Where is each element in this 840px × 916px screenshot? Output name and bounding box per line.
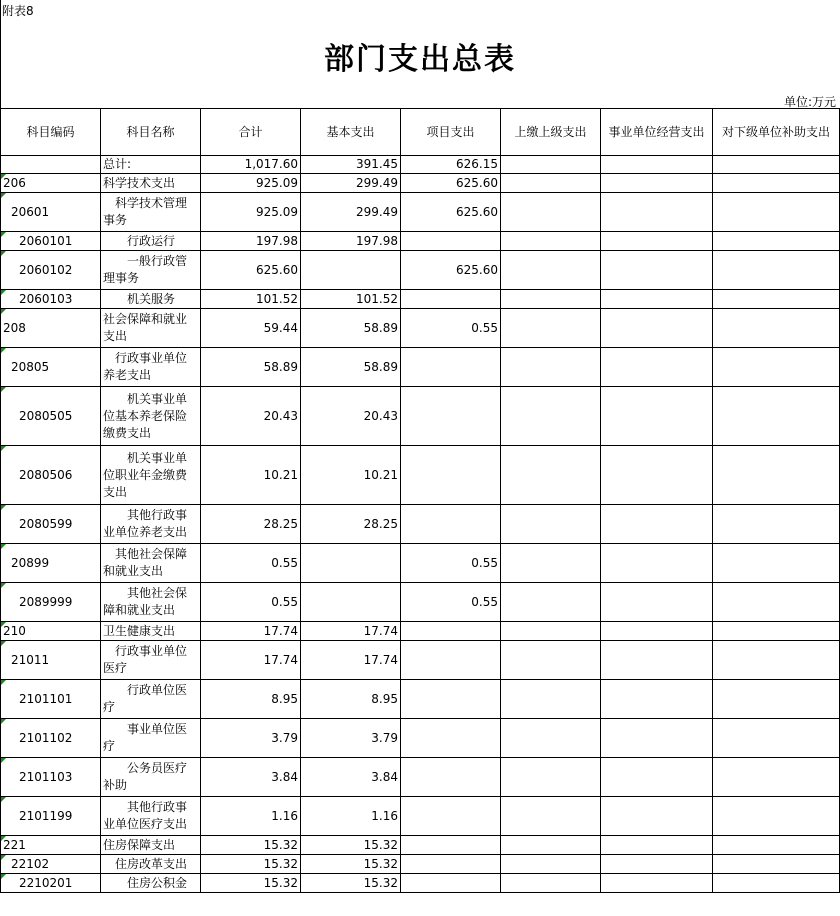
subject-code-cell[interactable] — [1, 719, 101, 758]
project-expense-cell[interactable] — [401, 719, 501, 758]
upper-remit-cell[interactable] — [501, 174, 601, 193]
upper-remit-cell[interactable] — [501, 855, 601, 874]
subject-name-cell[interactable]: 社会保障和就业支出 — [101, 309, 201, 348]
total-cell[interactable]: 28.25 — [201, 505, 301, 544]
subject-code-cell[interactable] — [1, 348, 101, 387]
header-cell: 科目名称 — [101, 109, 201, 156]
subject-name-cell[interactable]: 机关服务 — [101, 290, 201, 309]
total-cell[interactable]: 0.55 — [201, 544, 301, 583]
cell-marker-icon — [1, 193, 6, 198]
basic-expense-cell[interactable] — [301, 544, 401, 583]
subsidy-cell[interactable] — [713, 544, 840, 583]
upper-remit-cell[interactable] — [501, 251, 601, 290]
subject-code-cell[interactable] — [1, 874, 101, 893]
cell-marker-icon — [1, 836, 6, 841]
project-expense-cell[interactable] — [401, 505, 501, 544]
project-expense-cell[interactable] — [401, 290, 501, 309]
subject-name-cell[interactable]: 一般行政管理事务 — [101, 251, 201, 290]
expenditure-table — [0, 108, 840, 893]
subject-code: 22102 — [11, 856, 50, 871]
business-operation-cell[interactable] — [601, 719, 713, 758]
total-cell[interactable]: 15.32 — [201, 874, 301, 893]
project-expense-cell[interactable] — [401, 387, 501, 446]
project-expense-cell[interactable] — [401, 622, 501, 641]
subsidy-cell[interactable] — [713, 156, 840, 174]
project-expense-cell[interactable] — [401, 446, 501, 505]
cell-marker-icon — [1, 758, 6, 763]
upper-remit-cell[interactable] — [501, 622, 601, 641]
upper-remit-cell[interactable] — [501, 290, 601, 309]
basic-expense-cell[interactable] — [301, 583, 401, 622]
project-expense-cell[interactable]: 626.15 — [401, 156, 501, 174]
subject-code: 2080505 — [19, 408, 73, 423]
subject-code-cell[interactable] — [1, 797, 101, 836]
project-expense-cell[interactable]: 625.60 — [401, 193, 501, 232]
table-row — [1, 583, 840, 622]
subject-code: 2101102 — [19, 730, 73, 745]
upper-remit-cell[interactable] — [501, 156, 601, 174]
total-cell[interactable]: 59.44 — [201, 309, 301, 348]
cell-marker-icon — [1, 505, 6, 510]
total-cell[interactable]: 101.52 — [201, 290, 301, 309]
subject-name-cell[interactable]: 机关事业单位基本养老保险缴费支出 — [101, 387, 201, 446]
upper-remit-cell[interactable] — [501, 446, 601, 505]
subject-name-cell[interactable]: 其他社会保障和就业支出 — [101, 583, 201, 622]
basic-expense-cell[interactable]: 197.98 — [301, 232, 401, 251]
cell-marker-icon — [1, 855, 6, 860]
subject-code: 2101199 — [19, 808, 73, 823]
subsidy-cell[interactable] — [713, 855, 840, 874]
subject-name-cell[interactable]: 行政单位医疗 — [101, 680, 201, 719]
cell-marker-icon — [1, 680, 6, 685]
subject-name-cell[interactable]: 行政事业单位医疗 — [101, 641, 201, 680]
project-expense-cell[interactable] — [401, 797, 501, 836]
table-row — [1, 758, 840, 797]
upper-remit-cell[interactable] — [501, 583, 601, 622]
subject-name-cell[interactable]: 其他行政事业单位医疗支出 — [101, 797, 201, 836]
cell-marker-icon — [1, 583, 6, 588]
table-row — [1, 855, 840, 874]
basic-expense-cell[interactable]: 15.32 — [301, 855, 401, 874]
header-cell: 项目支出 — [401, 109, 501, 156]
subject-name-cell[interactable]: 其他社会保障和就业支出 — [101, 544, 201, 583]
business-operation-cell[interactable] — [601, 680, 713, 719]
subsidy-cell[interactable] — [713, 290, 840, 309]
subject-name-cell[interactable]: 住房公积金 — [101, 874, 201, 893]
subject-name-cell[interactable]: 机关事业单位职业年金缴费支出 — [101, 446, 201, 505]
subsidy-cell[interactable] — [713, 232, 840, 251]
total-cell[interactable]: 8.95 — [201, 680, 301, 719]
business-operation-cell[interactable] — [601, 758, 713, 797]
subject-code-cell[interactable] — [1, 251, 101, 290]
subject-code-cell[interactable] — [1, 505, 101, 544]
subject-name-cell[interactable]: 其他行政事业单位养老支出 — [101, 505, 201, 544]
upper-remit-cell[interactable] — [501, 387, 601, 446]
subsidy-cell[interactable] — [713, 758, 840, 797]
project-expense-cell[interactable] — [401, 680, 501, 719]
upper-remit-cell[interactable] — [501, 232, 601, 251]
subject-code: 20601 — [11, 204, 50, 219]
subject-code-cell[interactable] — [1, 387, 101, 446]
basic-expense-cell[interactable]: 10.21 — [301, 446, 401, 505]
cell-marker-icon — [1, 309, 6, 314]
project-expense-cell[interactable] — [401, 836, 501, 855]
business-operation-cell[interactable] — [601, 232, 713, 251]
table-row — [1, 348, 840, 387]
subject-code: 2080599 — [19, 516, 73, 531]
upper-remit-cell[interactable] — [501, 544, 601, 583]
subject-code: 2060103 — [19, 291, 73, 306]
subsidy-cell[interactable] — [713, 797, 840, 836]
basic-expense-cell[interactable]: 15.32 — [301, 836, 401, 855]
total-cell[interactable]: 58.89 — [201, 348, 301, 387]
subject-name-cell[interactable]: 住房改革支出 — [101, 855, 201, 874]
header-cell: 对下级单位补助支出 — [713, 109, 840, 156]
unit-label: 单位:万元 — [783, 95, 836, 109]
table-row — [1, 874, 840, 893]
subject-name-cell[interactable]: 公务员医疗补助 — [101, 758, 201, 797]
cell-marker-icon — [1, 544, 6, 549]
cell-marker-icon — [1, 174, 6, 179]
table-row — [1, 836, 840, 855]
business-operation-cell[interactable] — [601, 641, 713, 680]
table-row — [1, 622, 840, 641]
subject-name-cell[interactable]: 行政运行 — [101, 232, 201, 251]
subject-code-cell[interactable] — [1, 583, 101, 622]
basic-expense-cell[interactable]: 299.49 — [301, 174, 401, 193]
basic-expense-cell[interactable]: 299.49 — [301, 193, 401, 232]
upper-remit-cell[interactable] — [501, 874, 601, 893]
business-operation-cell[interactable] — [601, 446, 713, 505]
subject-code: 2060101 — [19, 233, 73, 248]
page-title: 部门支出总表 — [324, 42, 516, 77]
subsidy-cell[interactable] — [713, 387, 840, 446]
business-operation-cell[interactable] — [601, 622, 713, 641]
subject-code: 210 — [3, 623, 26, 638]
cell-marker-icon — [1, 348, 6, 353]
subject-code-cell[interactable] — [1, 622, 101, 641]
table-row — [1, 544, 840, 583]
project-expense-cell[interactable] — [401, 855, 501, 874]
upper-remit-cell[interactable] — [501, 680, 601, 719]
cell-marker-icon — [1, 251, 6, 256]
basic-expense-cell[interactable] — [301, 251, 401, 290]
cell-marker-icon — [1, 641, 6, 646]
cell-marker-icon — [1, 797, 6, 802]
business-operation-cell[interactable] — [601, 348, 713, 387]
subject-code: 20899 — [11, 555, 50, 570]
subsidy-cell[interactable] — [713, 622, 840, 641]
project-expense-cell[interactable] — [401, 232, 501, 251]
table-row — [1, 193, 840, 232]
subject-name-cell[interactable]: 科学技术支出 — [101, 174, 201, 193]
subject-code-cell[interactable] — [1, 193, 101, 232]
subject-code: 2060102 — [19, 262, 73, 277]
business-operation-cell[interactable] — [601, 174, 713, 193]
upper-remit-cell[interactable] — [501, 719, 601, 758]
subject-code-cell[interactable] — [1, 544, 101, 583]
upper-remit-cell[interactable] — [501, 641, 601, 680]
subsidy-cell[interactable] — [713, 193, 840, 232]
subject-code: 2210201 — [19, 875, 73, 890]
business-operation-cell[interactable] — [601, 387, 713, 446]
cell-marker-icon — [1, 232, 6, 237]
table-row — [1, 680, 840, 719]
total-cell[interactable]: 20.43 — [201, 387, 301, 446]
total-cell[interactable]: 15.32 — [201, 855, 301, 874]
business-operation-cell[interactable] — [601, 290, 713, 309]
business-operation-cell[interactable] — [601, 156, 713, 174]
total-cell[interactable]: 3.79 — [201, 719, 301, 758]
business-operation-cell[interactable] — [601, 797, 713, 836]
subject-code-cell[interactable] — [1, 290, 101, 309]
subject-name-cell[interactable]: 总计: — [101, 156, 201, 174]
total-cell[interactable]: 0.55 — [201, 583, 301, 622]
table-body — [1, 156, 840, 893]
business-operation-cell[interactable] — [601, 251, 713, 290]
table-row — [1, 174, 840, 193]
subject-code: 21011 — [11, 652, 50, 667]
subsidy-cell[interactable] — [713, 874, 840, 893]
subject-code-cell[interactable] — [1, 232, 101, 251]
basic-expense-cell[interactable]: 8.95 — [301, 680, 401, 719]
business-operation-cell[interactable] — [601, 193, 713, 232]
basic-expense-cell[interactable]: 20.43 — [301, 387, 401, 446]
header-cell: 科目编码 — [1, 109, 101, 156]
cell-marker-icon — [1, 719, 6, 724]
subsidy-cell[interactable] — [713, 583, 840, 622]
subject-code-cell[interactable] — [1, 680, 101, 719]
business-operation-cell[interactable] — [601, 855, 713, 874]
attachment-label: 附表8 — [2, 4, 34, 18]
subject-name-cell[interactable]: 行政事业单位养老支出 — [101, 348, 201, 387]
upper-remit-cell[interactable] — [501, 797, 601, 836]
total-cell[interactable]: 925.09 — [201, 174, 301, 193]
subject-code: 2101101 — [19, 691, 73, 706]
table-row — [1, 719, 840, 758]
subject-name-cell[interactable]: 卫生健康支出 — [101, 622, 201, 641]
total-cell[interactable]: 1.16 — [201, 797, 301, 836]
subject-code-cell[interactable] — [1, 446, 101, 505]
project-expense-cell[interactable]: 0.55 — [401, 544, 501, 583]
subject-code: 20805 — [11, 359, 50, 374]
table-row — [1, 232, 840, 251]
header-cell: 事业单位经营支出 — [601, 109, 713, 156]
upper-remit-cell[interactable] — [501, 193, 601, 232]
subsidy-cell[interactable] — [713, 174, 840, 193]
business-operation-cell[interactable] — [601, 836, 713, 855]
subject-code-cell[interactable] — [1, 758, 101, 797]
basic-expense-cell[interactable]: 101.52 — [301, 290, 401, 309]
subsidy-cell[interactable] — [713, 348, 840, 387]
subsidy-cell[interactable] — [713, 309, 840, 348]
cell-marker-icon — [1, 446, 6, 451]
table-row — [1, 387, 840, 446]
basic-expense-cell[interactable]: 15.32 — [301, 874, 401, 893]
header-cell: 上缴上级支出 — [501, 109, 601, 156]
subject-name-cell[interactable]: 住房保障支出 — [101, 836, 201, 855]
subject-name-cell[interactable]: 科学技术管理事务 — [101, 193, 201, 232]
table-row — [1, 446, 840, 505]
subsidy-cell[interactable] — [713, 251, 840, 290]
total-cell[interactable]: 3.84 — [201, 758, 301, 797]
subject-name-cell[interactable]: 事业单位医疗 — [101, 719, 201, 758]
upper-remit-cell[interactable] — [501, 758, 601, 797]
header-cell: 基本支出 — [301, 109, 401, 156]
subject-code: 208 — [3, 320, 26, 335]
total-cell[interactable]: 17.74 — [201, 622, 301, 641]
total-cell[interactable]: 925.09 — [201, 193, 301, 232]
cell-marker-icon — [1, 622, 6, 627]
project-expense-cell[interactable] — [401, 758, 501, 797]
business-operation-cell[interactable] — [601, 505, 713, 544]
business-operation-cell[interactable] — [601, 874, 713, 893]
subject-code: 2080506 — [19, 467, 73, 482]
project-expense-cell[interactable] — [401, 641, 501, 680]
subsidy-cell[interactable] — [713, 505, 840, 544]
cell-marker-icon — [1, 290, 6, 295]
project-expense-cell[interactable]: 0.55 — [401, 309, 501, 348]
subsidy-cell[interactable] — [713, 680, 840, 719]
subject-code-cell[interactable] — [1, 309, 101, 348]
table-row — [1, 290, 840, 309]
business-operation-cell[interactable] — [601, 583, 713, 622]
cell-marker-icon — [1, 874, 6, 879]
project-expense-cell[interactable]: 625.60 — [401, 174, 501, 193]
project-expense-cell[interactable]: 0.55 — [401, 583, 501, 622]
total-cell[interactable]: 197.98 — [201, 232, 301, 251]
subsidy-cell[interactable] — [713, 719, 840, 758]
subject-code: 2101103 — [19, 769, 73, 784]
upper-remit-cell[interactable] — [501, 836, 601, 855]
subsidy-cell[interactable] — [713, 446, 840, 505]
upper-remit-cell[interactable] — [501, 348, 601, 387]
subsidy-cell[interactable] — [713, 836, 840, 855]
subject-code-cell[interactable] — [1, 641, 101, 680]
subject-code: 206 — [3, 175, 26, 190]
basic-expense-cell[interactable]: 17.74 — [301, 622, 401, 641]
table-row — [1, 641, 840, 680]
business-operation-cell[interactable] — [601, 544, 713, 583]
upper-remit-cell[interactable] — [501, 505, 601, 544]
subsidy-cell[interactable] — [713, 641, 840, 680]
table-row — [1, 309, 840, 348]
table-row — [1, 251, 840, 290]
total-cell[interactable]: 625.60 — [201, 251, 301, 290]
basic-expense-cell[interactable]: 28.25 — [301, 505, 401, 544]
subject-code-cell[interactable] — [1, 855, 101, 874]
project-expense-cell[interactable] — [401, 874, 501, 893]
basic-expense-cell[interactable]: 17.74 — [301, 641, 401, 680]
subject-code-cell[interactable] — [1, 174, 101, 193]
business-operation-cell[interactable] — [601, 309, 713, 348]
basic-expense-cell[interactable]: 391.45 — [301, 156, 401, 174]
total-cell[interactable]: 17.74 — [201, 641, 301, 680]
cell-marker-icon — [1, 387, 6, 392]
project-expense-cell[interactable] — [401, 348, 501, 387]
total-cell[interactable]: 1,017.60 — [201, 156, 301, 174]
table-row — [1, 797, 840, 836]
subject-code-cell[interactable] — [1, 836, 101, 855]
header-row — [1, 109, 840, 156]
upper-remit-cell[interactable] — [501, 309, 601, 348]
header-cell: 合计 — [201, 109, 301, 156]
subject-code: 2089999 — [19, 594, 73, 609]
total-cell[interactable]: 15.32 — [201, 836, 301, 855]
table-row — [1, 156, 840, 174]
basic-expense-cell[interactable]: 3.84 — [301, 758, 401, 797]
subject-code: 221 — [3, 837, 26, 852]
project-expense-cell[interactable]: 625.60 — [401, 251, 501, 290]
basic-expense-cell[interactable]: 1.16 — [301, 797, 401, 836]
basic-expense-cell[interactable]: 58.89 — [301, 348, 401, 387]
total-cell[interactable]: 10.21 — [201, 446, 301, 505]
subject-code-cell[interactable] — [1, 156, 101, 174]
basic-expense-cell[interactable]: 58.89 — [301, 309, 401, 348]
basic-expense-cell[interactable]: 3.79 — [301, 719, 401, 758]
table-row — [1, 505, 840, 544]
